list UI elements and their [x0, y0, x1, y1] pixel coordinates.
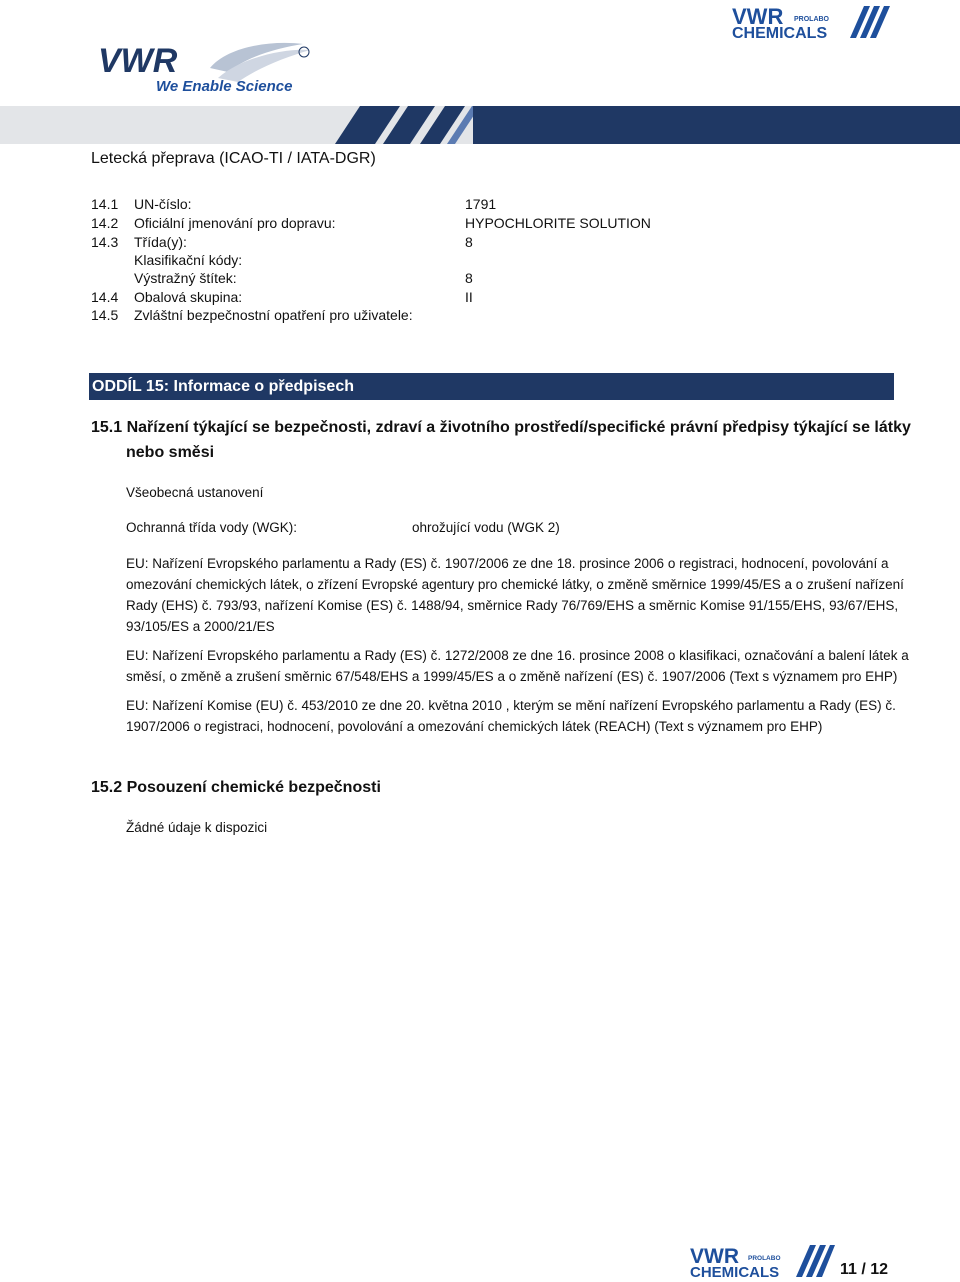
row-num: 14.4 — [91, 289, 119, 305]
air-transport-title: Letecká přeprava (ICAO-TI / IATA-DGR) — [91, 150, 376, 167]
chem-brand-chemicals: CHEMICALS — [732, 25, 828, 40]
vwr-chemicals-logo-footer — [690, 1243, 835, 1279]
row-label: UN-číslo: — [134, 196, 192, 212]
subsection-15-1-title-line2: nebo směsi — [126, 444, 215, 461]
regulation-para1-line: 93/105/ES a 2000/21/ES — [126, 619, 275, 634]
row-value: II — [465, 289, 473, 305]
row-label: Zvláštní bezpečnostní opatření pro uživatele: — [134, 307, 413, 323]
subsection-15-1-title-line1: 15.1 Nařízení týkající se bezpečnosti, zdraví a životního prostředí/specifické právní předpisy týkající se látky — [91, 419, 911, 436]
row-value: 1791 — [465, 196, 497, 212]
wgk-label: Ochranná třída vody (WGK): — [126, 520, 298, 535]
subsection-15-2-text: Žádné údaje k dispozici — [126, 820, 268, 835]
regulation-para2-line: směsí, o změně a zrušení směrnic 67/548/EHS a 1999/45/ES a o změně nařízení (ES) č. 1907/2006 (Text s významem pro EHP) — [126, 669, 898, 684]
general-provisions-title: Všeobecná ustanovení — [126, 485, 264, 500]
regulation-para3-line: EU: Nařízení Komise (EU) č. 453/2010 ze dne 20. května 2010 , kterým se mění nařízení Evropského parlamentu a Rady (ES) č. — [126, 698, 896, 713]
row-value: 8 — [465, 234, 473, 250]
chem-brand-prolabo: PROLABO — [794, 16, 829, 23]
vwr-chemicals-logo-top — [732, 4, 892, 40]
page-number: 11 / 12 — [840, 1261, 889, 1278]
regulation-para1-line: omezování chemických látek, o zřízení Evropské agentury pro chemické látky, o změně směrnice 1999/45/ES a o zrušení nařízení — [126, 577, 904, 592]
section-15-header: ODDÍL 15: Informace o předpisech — [89, 373, 894, 400]
vwr-brand-text: VWR — [98, 42, 178, 80]
row-label: Klasifikační kódy: — [134, 252, 243, 268]
row-label: Oficiální jmenování pro dopravu: — [134, 215, 336, 231]
row-num: 14.2 — [91, 215, 119, 231]
footer-brand-prolabo: PROLABO — [748, 1255, 781, 1262]
vwr-logo — [98, 38, 328, 98]
footer-brand-vwr: VWR — [690, 1245, 739, 1268]
footer-brand-chemicals: CHEMICALS — [690, 1264, 780, 1279]
row-num: 14.5 — [91, 307, 119, 323]
row-label: Obalová skupina: — [134, 289, 243, 305]
row-num: 14.1 — [91, 196, 119, 212]
wgk-value: ohrožující vodu (WGK 2) — [412, 520, 560, 535]
regulation-para3-line: 1907/2006 o registraci, hodnocení, povolování a omezování chemických látek (REACH) (Text s významem pro EHP) — [126, 719, 823, 734]
row-label: Výstražný štítek: — [134, 270, 237, 286]
row-num: 14.3 — [91, 234, 119, 250]
regulation-para1-line: Rady (EHS) č. 793/93, nařízení Komise (ES) č. 1488/94, směrnice Rady 76/769/EHS a směrnic Komise 91/155/EHS, 93/67/EHS, — [126, 598, 899, 613]
subsection-15-2-title: 15.2 Posouzení chemické bezpečnosti — [91, 779, 381, 796]
chem-brand-vwr: VWR — [732, 4, 784, 29]
row-label: Třída(y): — [134, 234, 187, 250]
row-value: HYPOCHLORITE SOLUTION — [465, 215, 651, 231]
row-value: 8 — [465, 270, 473, 286]
vwr-tagline: We Enable Science — [156, 78, 293, 95]
regulation-para2-line: EU: Nařízení Evropského parlamentu a Rady (ES) č. 1272/2008 ze dne 16. prosince 2008 o klasifikaci, označování a balení látek a — [126, 648, 909, 663]
header-chevron-graphic — [335, 106, 960, 144]
regulation-para1-line: EU: Nařízení Evropského parlamentu a Rady (ES) č. 1907/2006 ze dne 18. prosince 2006 o registraci, hodnocení, povolování a — [126, 556, 889, 571]
